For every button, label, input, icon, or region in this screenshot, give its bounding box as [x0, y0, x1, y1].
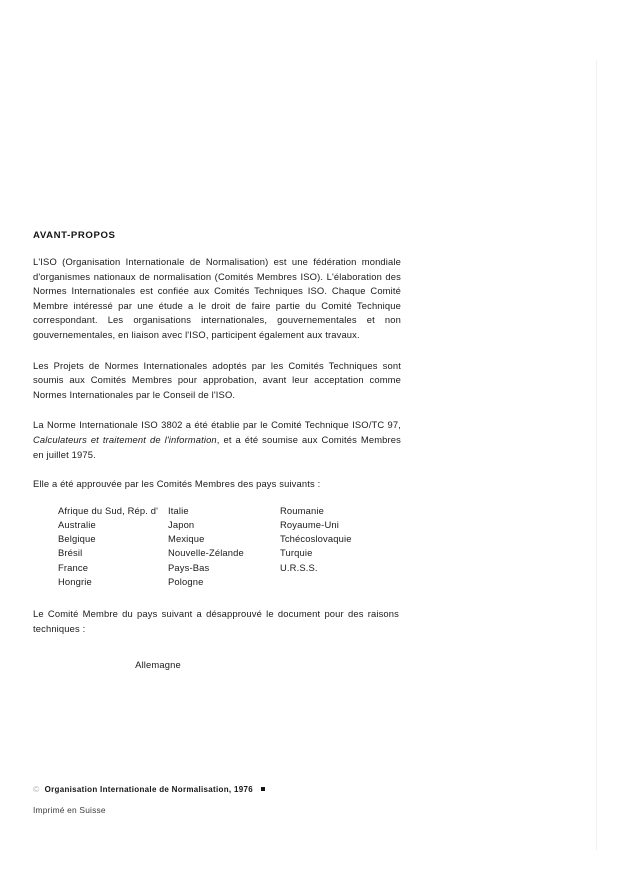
country-cell: U.R.S.S. [280, 561, 318, 573]
paragraph-iso-description: L'ISO (Organisation Internationale de Normalisation) est une fédération mondiale d'organismes nationaux de normalisation (Comités Membres ISO). L'élaboration des Normes Internationales est confiée aux Comités Techniques ISO. Chaque Comité Membre intéressé par une étude a le droit de faire partie du Comité Technique correspondant. Les organisations internationales, gouvernementales et non gouvernementales, en liaison avec l'ISO, participent également aux travaux. [33, 256, 401, 340]
printed-in-text: Imprimé en Suisse [33, 805, 106, 815]
country-cell: Japon [168, 518, 195, 530]
approval-lead-in: Elle a été approuvée par les Comités Membres des pays suivants : [33, 478, 321, 490]
copyright-text: Organisation Internationale de Normalisation, 1976 [44, 784, 253, 794]
page-title: AVANT-PROPOS [33, 230, 116, 241]
country-cell: Brésil [58, 547, 83, 559]
table-row [58, 575, 401, 589]
country-cell: Hongrie [58, 575, 92, 587]
standard-origin-after: , et a été soumise aux Comités Membres en juillet 1975. [33, 433, 401, 460]
paragraph-draft-standards: Les Projets de Normes Internationales adoptés par les Comités Techniques sont soumis aux Comités Membres pour approbation, avant leur acceptation comme Normes Internationales par le Conseil de l'ISO. [33, 359, 401, 400]
standard-origin-before: La Norme Internationale ISO 3802 a été établie par le Comité Technique ISO/TC 97, [33, 419, 401, 431]
country-cell [280, 575, 401, 589]
country-cell: Belgique [58, 533, 96, 545]
country-cell: Tchécoslovaquie [280, 533, 352, 545]
paragraph-standard-origin [33, 418, 401, 462]
table-row [58, 518, 401, 532]
scan-edge-line [596, 60, 597, 850]
country-cell: Afrique du Sud, Rép. d' [58, 504, 159, 516]
country-cell: France [58, 561, 89, 573]
country-cell: Pologne [168, 575, 204, 587]
table-row [58, 504, 401, 518]
standard-title-italic: Calculateurs et traitement de l'information [33, 433, 217, 445]
end-mark-icon [261, 787, 265, 791]
copyright-line [33, 784, 453, 794]
disapproval-note: Le Comité Membre du pays suivant a désapprouvé le document pour des raisons techniques : [33, 607, 399, 634]
disapproving-country: Allemagne [135, 659, 181, 671]
country-cell: Nouvelle-Zélande [168, 547, 244, 559]
country-cell: Australie [58, 518, 96, 530]
country-cell: Mexique [168, 533, 205, 545]
country-cell: Pays-Bas [168, 561, 210, 573]
table-row [58, 561, 401, 575]
document-content [33, 230, 401, 673]
country-cell: Italie [168, 504, 189, 516]
page-footer [33, 784, 453, 815]
country-cell: Roumanie [280, 504, 324, 516]
table-row [58, 546, 401, 560]
country-cell: Turquie [280, 547, 313, 559]
copyright-icon: © [33, 784, 40, 794]
country-cell: Royaume-Uni [280, 518, 339, 530]
table-row [58, 532, 401, 546]
approving-countries-table [33, 504, 401, 589]
